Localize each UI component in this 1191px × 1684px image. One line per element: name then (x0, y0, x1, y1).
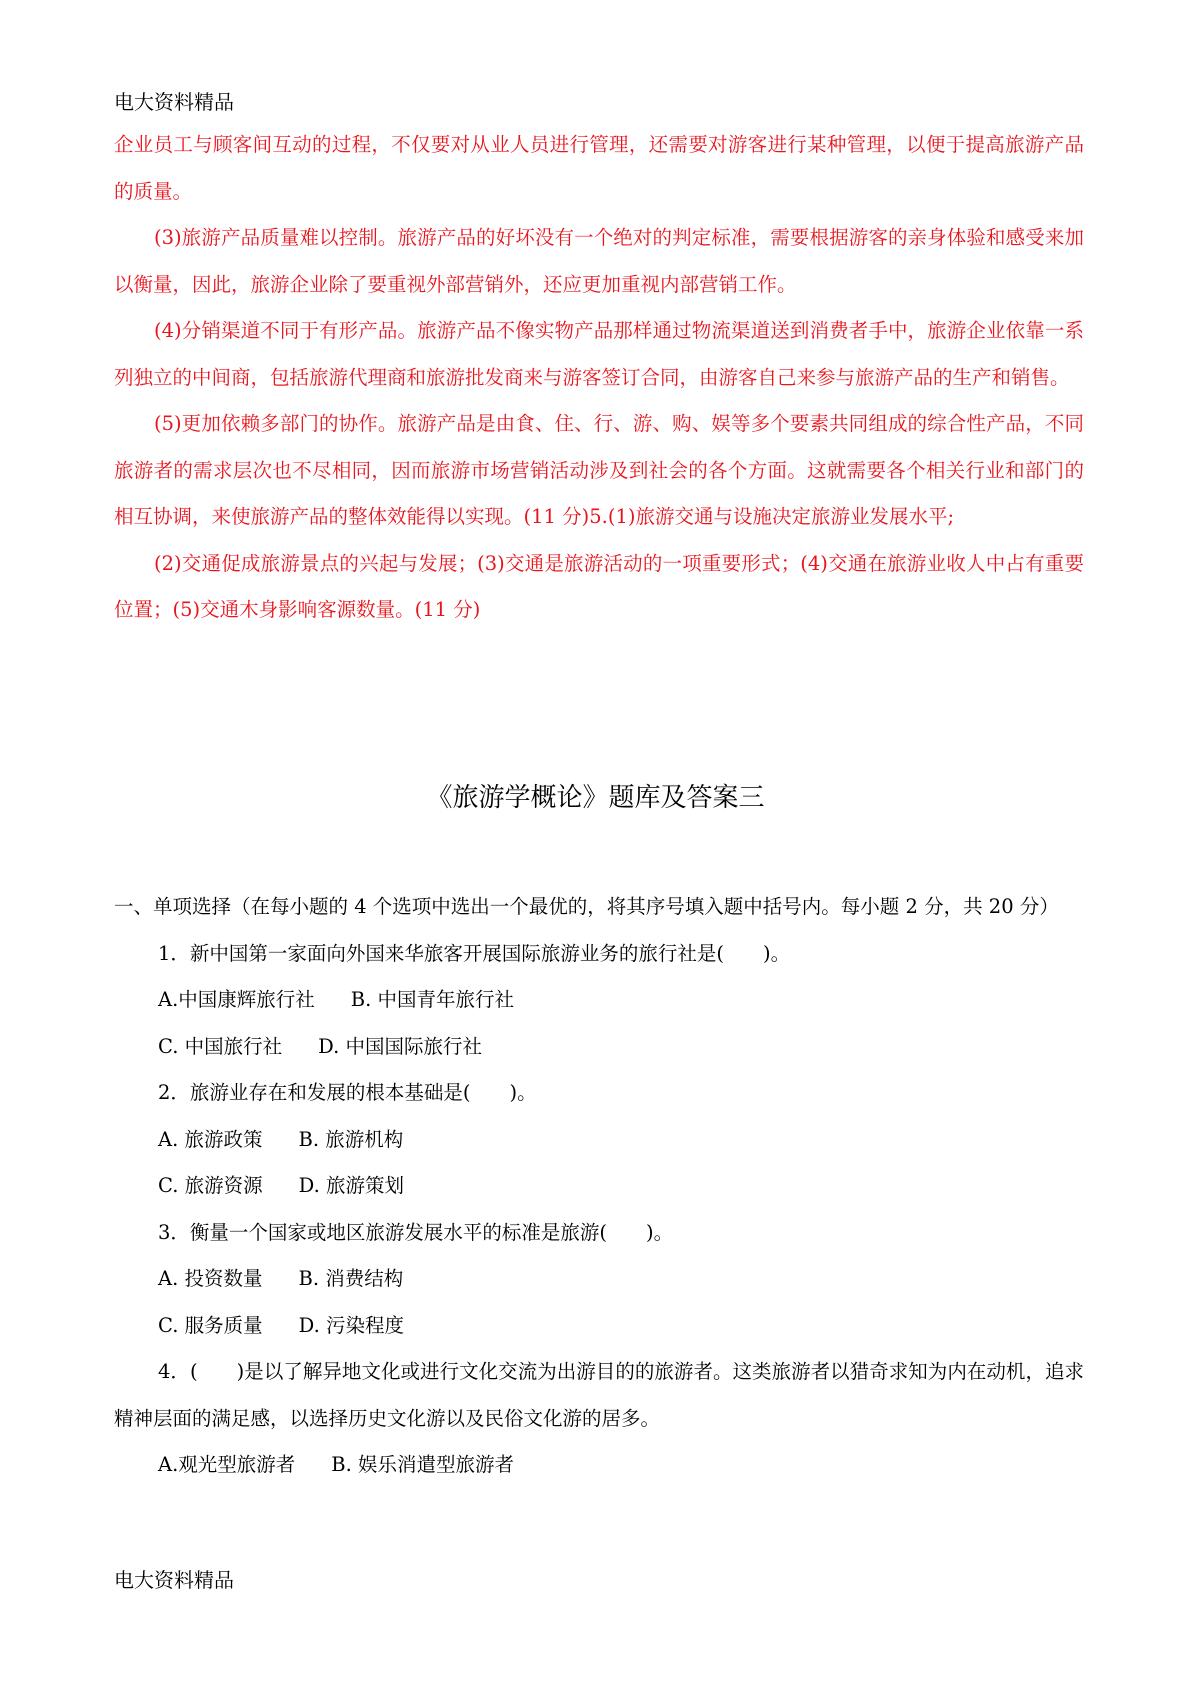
question-stem: 4．( )是以了解异地文化或进行文化交流为出游目的的旅游者。这类旅游者以猎奇求知为内在动机，追求精神层面的满足感，以选择历史文化游以及民俗文化游的居多。 (114, 1360, 1084, 1430)
option: A. 旅游政策 (158, 1127, 263, 1151)
option: C. 中国旅行社 (158, 1034, 283, 1058)
option-row (114, 1303, 1084, 1350)
option-row (114, 1117, 1084, 1164)
option: C. 服务质量 (158, 1313, 263, 1337)
option: D. 旅游策划 (298, 1174, 404, 1197)
question-stem: 3．衡量一个国家或地区旅游发展水平的标准是旅游( )。 (158, 1220, 674, 1244)
page-footer: 电大资料精品 (114, 1568, 234, 1592)
option: A.中国康辉旅行社 (158, 988, 315, 1011)
option: B. 中国青年旅行社 (350, 988, 515, 1011)
option: A.观光型旅游者 (158, 1453, 296, 1476)
answer-paragraph: (5)更加依赖多部门的协作。旅游产品是由食、住、行、游、购、娱等多个要素共同组成的综合性产品，不同旅游者的需求层次也不尽相同，因而旅游市场营销活动涉及到社会的各个方面。这就需要各个相关行业和部门的相互协调，来使旅游产品的整体效能得以实现。(11 分)5.(1)旅游交通与设施决定旅游业发展水平; (114, 412, 1084, 528)
document-title: 《旅游学概论》题库及答案三 (426, 783, 765, 813)
option: C. 旅游资源 (158, 1174, 263, 1197)
option-row (114, 1256, 1084, 1303)
answer-paragraph: (4)分销渠道不同于有形产品。旅游产品不像实物产品那样通过物流渠道送到消费者手中，旅游企业依靠一系列独立的中间商，包括旅游代理商和旅游批发商来与游客签订合同，由游客自己来参与旅游产品的生产和销售。 (114, 319, 1084, 389)
option: D. 中国国际旅行社 (318, 1034, 482, 1058)
option-row (114, 1442, 1084, 1489)
page-header: 电大资料精品 (114, 90, 234, 114)
question-stem: 1．新中国第一家面向外国来华旅客开展国际旅游业务的旅行社是( )。 (158, 941, 791, 965)
option: B. 消费结构 (298, 1267, 404, 1290)
answer-paragraph: (3)旅游产品质量难以控制。旅游产品的好坏没有一个绝对的判定标准，需要根据游客的亲身体验和感受来加以衡量，因此，旅游企业除了要重视外部营销外，还应更加重视内部营销工作。 (114, 226, 1084, 296)
option: A. 投资数量 (158, 1267, 263, 1290)
answer-paragraph: (2)交通促成旅游景点的兴起与发展；(3)交通是旅游活动的一项重要形式；(4)交通在旅游业收人中占有重要位置；(5)交通木身影响客源数量。(11 分) (114, 551, 1084, 621)
section-instructions: 一、单项选择（在每小题的 4 个选项中选出一个最优的，将其序号填入题中括号内。每小题 2 分，共 20 分） (114, 895, 1059, 918)
option: B. 旅游机构 (298, 1127, 404, 1151)
question-section (114, 884, 1084, 1489)
option: B. 娱乐消遣型旅游者 (331, 1453, 515, 1476)
option-row (114, 1163, 1084, 1210)
question-stem: 2．旅游业存在和发展的根本基础是( )。 (158, 1081, 537, 1104)
option-row (114, 977, 1084, 1024)
option: D. 污染程度 (298, 1313, 404, 1337)
answer-paragraph: 企业员工与顾客间互动的过程，不仅要对从业人员进行管理，还需要对游客进行某种管理，以便于提高旅游产品的质量。 (114, 133, 1084, 203)
answer-section (114, 122, 1084, 634)
option-row (114, 1024, 1084, 1071)
